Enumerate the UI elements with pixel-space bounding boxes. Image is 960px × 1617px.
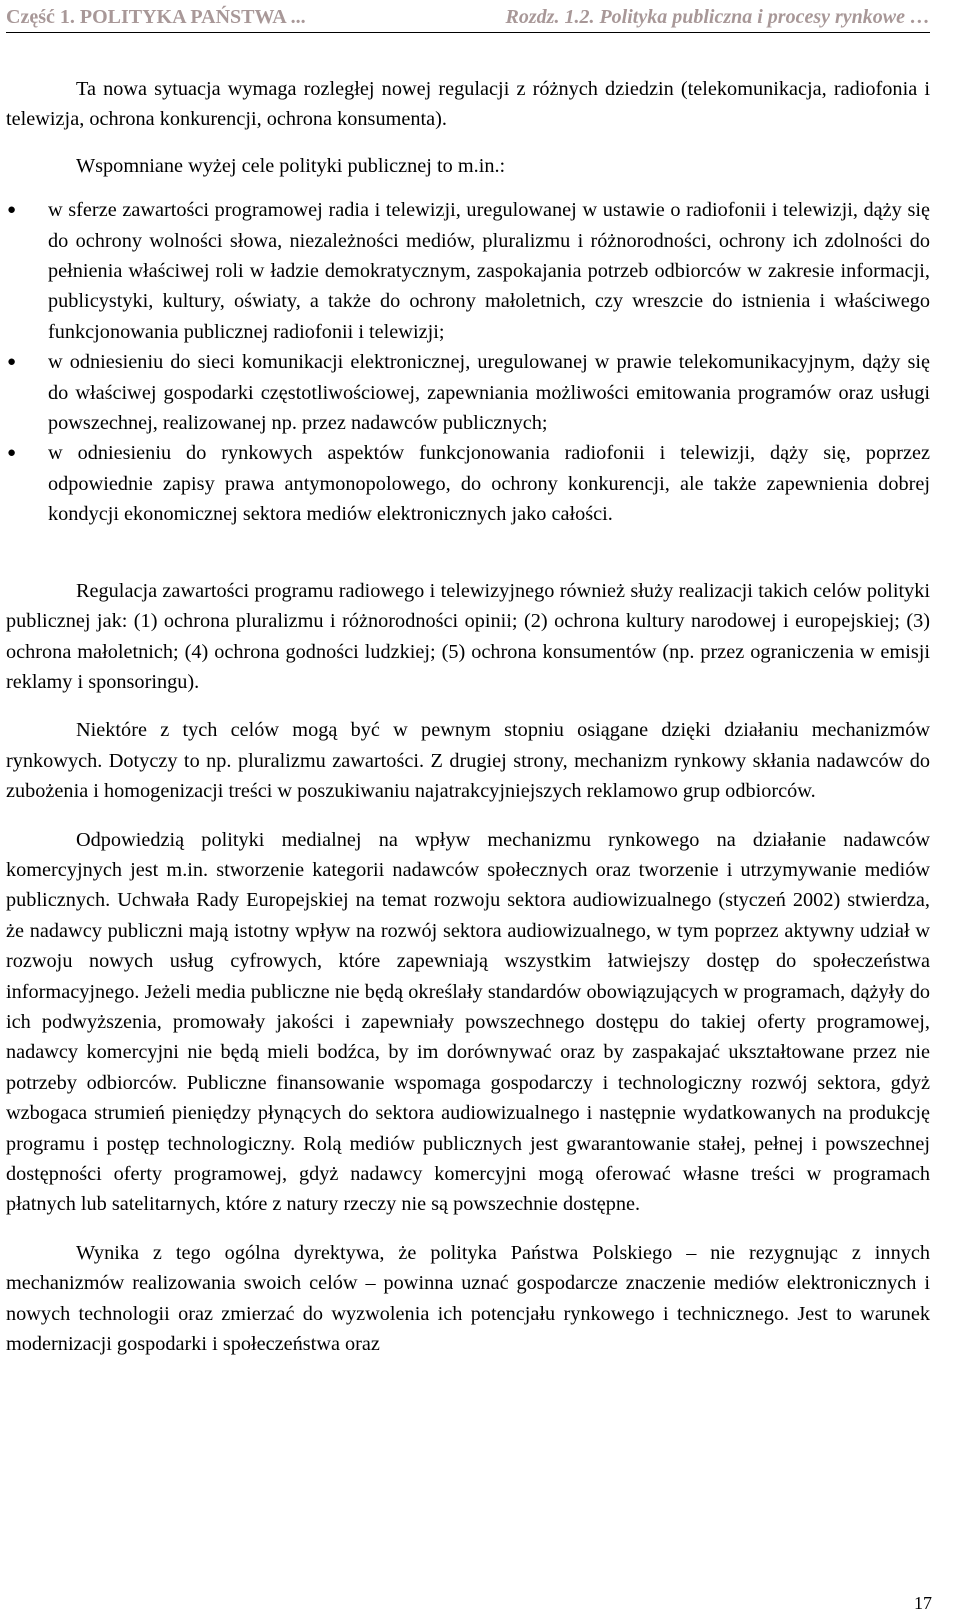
list-item: [6, 195, 930, 347]
running-header: [6, 2, 930, 33]
paragraph-3: Regulacja zawartości programu radiowego i telewizyjnego również służy realizacji takich celów polityki publicznej jak: (1) ochrona pluralizmu i różnorodności opinii; (2) ochrona kultury narodowej i europejskiej; (3) ochrona małoletnich; (4) ochrona godności ludzkiej; (5) ochrona konsumentów (np. przez ograniczenia w emisji reklamy i sponsoringu).: [6, 579, 930, 693]
paragraph-5: Odpowiedzią polityki medialnej na wpływ mechanizmu rynkowego na działanie nadawców komercyjnych jest m.in. stworzenie kategorii nadawców społecznych oraz tworzenie i utrzymywanie mediów publicznych. Uchwała Rady Europejskiej na temat rozwoju sektora audiowizualnego (styczeń 2002) stwierdza, że nadawcy publiczni mają istotny wpływ na rozwój sektora audiowizualnego, w tym poprzez aktywny udział w rozwoju nowych usług cyfrowych, które zapewniają wszystkim łatwiejszy dostęp do społeczeństwa informacyjnego. Jeżeli media publiczne nie będą określały standardów obowiązujących w programach, dążyły do ich podwyższenia, promowały jakości i zapewniały powszechnego dostępu do takiej oferty programowej, nadawcy komercyjni nie będą mieli bodźca, by im dorównywać oraz by zaspakajać ukształtowane przez nie potrzeby odbiorców. Publiczne finansowanie wspomaga gospodarczy i technologiczny rozwój sektora, gdyż wzbogaca strumień pieniędzy płynących do sektora audiowizualnego i następnie wydatkowanych na produkcję programu i postęp technologiczny. Rolą mediów publicznych jest gwarantowanie stałej, pełnej i powszechnej dostępności oferty programowej, gdyż nadawcy komercyjni mogą oferować własne treści w programach płatnych lub satelitarnych, które z natury rzeczy nie są powszechnie dostępne.: [6, 828, 930, 1216]
list-item-text: w sferze zawartości programowej radia i telewizji, uregulowanej w ustawie o radiofonii i telewizji, dąży się do ochrony wolności słowa, niezależności mediów, pluralizmu i różnorodności, ochrony ich zdolności do pełnienia właściwej roli w ładzie demokratycznym, zaspokajania potrzeb odbiorców w zakresie informacji, publicystyki, kultury, oświaty, a także do ochrony małoletnich, czy wreszcie do istnienia i właściwego funkcjonowania publicznej radiofonii i telewizji;: [48, 199, 930, 343]
page-body: [6, 74, 930, 1359]
bullet-icon: ●: [7, 202, 17, 219]
goals-list: [6, 195, 930, 529]
list-item-text: w odniesieniu do rynkowych aspektów funkcjonowania radiofonii i telewizji, dąży się, poprzez odpowiednie zapisy prawa antymonopolowego, do ochrony konkurencji, ale także zapewnienia dobrej kondycji ekonomicznej sektora mediów elektronicznych jako całości.: [48, 442, 930, 526]
page-number: 17: [914, 1593, 932, 1613]
list-item-text: w odniesieniu do sieci komunikacji elektronicznej, uregulowanej w prawie telekomunikacyjnym, dąży się do właściwej gospodarki częstotliwościowej, zapewniania możliwości emitowania programów oraz usługi powszechnej, realizowanej np. przez nadawców publicznych;: [48, 351, 930, 435]
list-item: [6, 347, 930, 438]
header-part-title: Część 1. POLITYKA PAŃSTWA ...: [6, 6, 306, 28]
paragraph-4: Niektóre z tych celów mogą być w pewnym stopniu osiągane dzięki działaniu mechanizmów rynkowych. Dotyczy to np. pluralizmu zawartości. Z drugiej strony, mechanizm rynkowy skłania nadawców do zubożenia i homogenizacji treści w poszukiwaniu najatrakcyjniejszych reklamowo grup odbiorców.: [6, 719, 930, 803]
paragraph-1: Ta nowa sytuacja wymaga rozległej nowej regulacji z różnych dziedzin (telekomunikacja, radiofonia i telewizja, ochrona konkurencji, ochrona konsumenta).: [6, 78, 930, 131]
paragraph-2: Wspomniane wyżej cele polityki publicznej to m.in.:: [76, 154, 506, 177]
list-item: [6, 438, 930, 529]
paragraph-6: Wynika z tego ogólna dyrektywa, że polityka Państwa Polskiego – nie rezygnując z innych mechanizmów realizowania swoich celów – powinna uznać gospodarcze znaczenie mediów elektronicznych i nowych technologii oraz zmierzać do wyzwolenia ich potencjału rynkowego i technicznego. Jest to warunek modernizacji gospodarki i społeczeństwa oraz: [6, 1241, 930, 1356]
bullet-icon: ●: [7, 354, 17, 371]
header-chapter-title: Rozdz. 1.2. Polityka publiczna i procesy rynkowe …: [505, 6, 930, 28]
bullet-icon: ●: [7, 445, 17, 462]
